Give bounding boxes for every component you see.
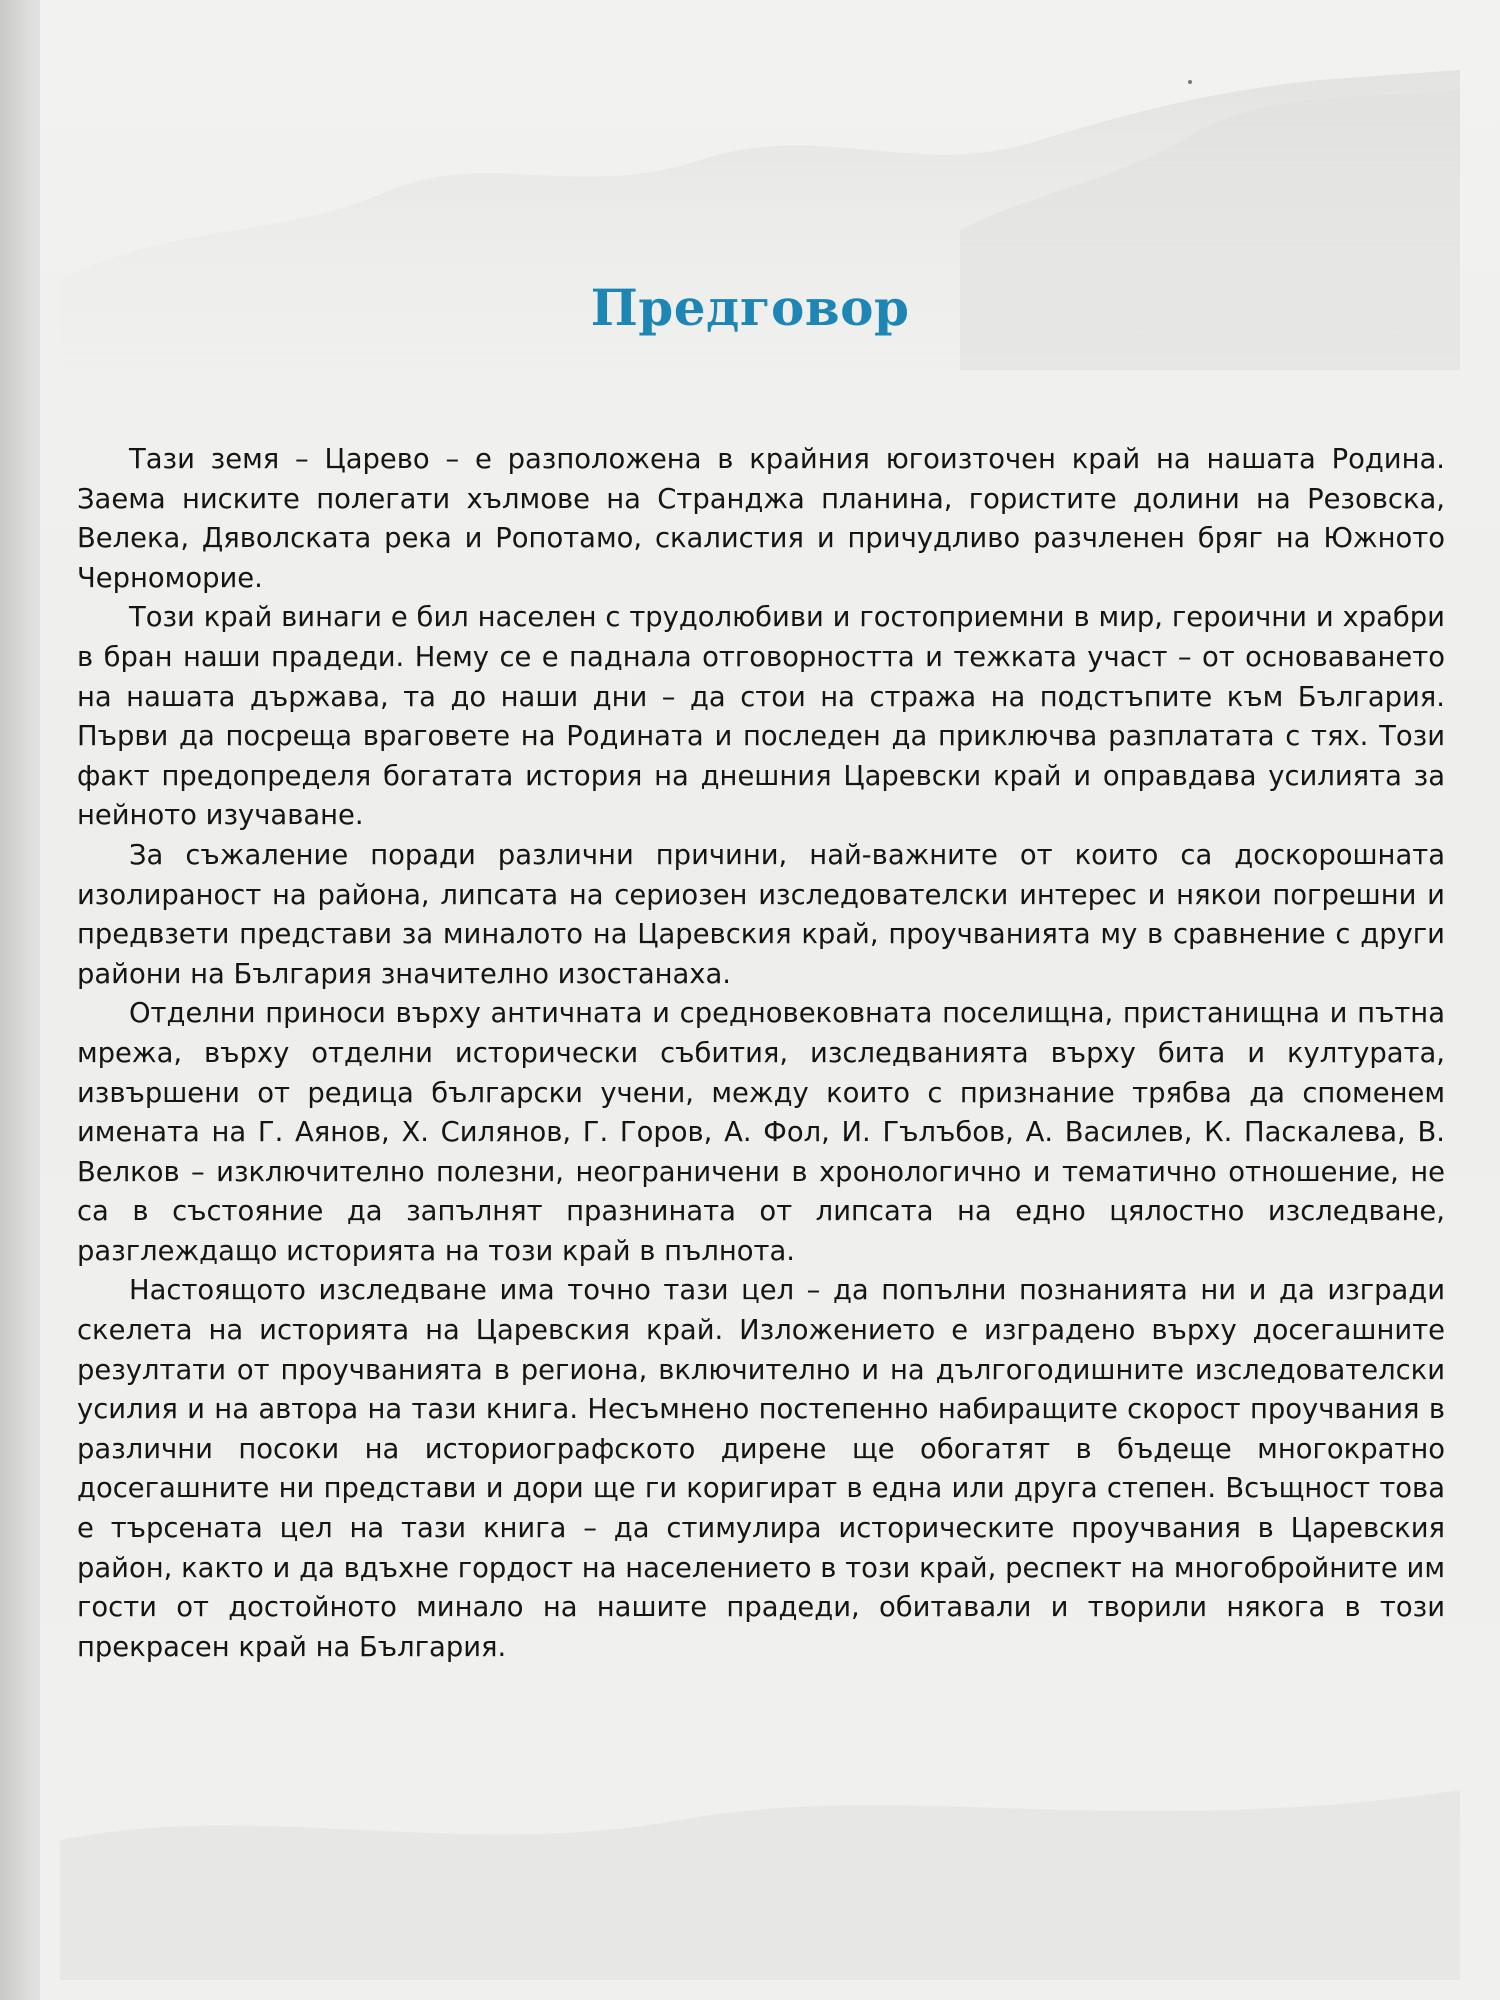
paragraph-1: Тази земя – Царево – е разположена в крайния югоизточен край на нашата Родина. Заема ниските полегати хълмове на Странджа планина, гористите долини на Резовска, Велека, Дяволската река и Ропотамо, скалистия и причудливо разчленен бряг на Южното Черноморие. <box>77 444 1445 594</box>
preface-text <box>77 440 1445 1667</box>
paragraph-3: За съжаление поради различни причини, най-важните от които са доскорошната изолираност на района, липсата на сериозен изследователски интерес и някои погрешни и предвзети представи за миналото на Царевския край, проучванията му в сравнение с други райони на България значително изостанаха. <box>77 839 1445 990</box>
paragraph-5: Настоящото изследване има точно тази цел – да попълни познанията ни и да изгради скелета на историята на Царевския край. Изложението е изградено върху досегашните резултати от проучванията в региона, включително и на дългогодишните изследователски усилия и на автора на тази книга. Несъмнено постепенно набиращите скорост проучвания в различни посоки на историографското дирене ще обогатят в бъдеще многократно досегашните ни представи и дори ще ги коригират в една или друга степен. Всъщност това е търсената цел на тази книга – да стимулира историческите проучвания в Царевския район, както и да вдъхне гордост на населението в този край, респект на многобройните им гости от достойното минало на нашите прадеди, обитавали и творили някога в този прекрасен край на България. <box>77 1275 1445 1663</box>
page-title: Предговор <box>590 278 910 337</box>
dust-speck <box>1188 80 1192 84</box>
faded-lower-background <box>60 1720 1460 1980</box>
paragraph-4: Отделни приноси върху античната и средновековната поселищна, пристанищна и пътна мрежа, върху отделни исторически събития, изследванията върху бита и културата, извършени от редица български учени, между които с признание трябва да споменем имената на Г. Аянов, Х. Силянов, Г. Горов, А. Фол, И. Гълъбов, А. Василев, К. Паскалева, В. Велков – изключително полезни, неограничени в хронологично и тематично отношение, не са в състояние да запълнят празнината от липсата на едно цялостно изследване, разглеждащо историята на този край в пълнота. <box>77 998 1445 1267</box>
paragraph-2: Този край винаги е бил населен с трудолюбиви и гостоприемни в мир, героични и храбри в бран наши прадеди. Нему се е паднала отговорността и тежката участ – от основаването на нашата държава, та до наши дни – да стои на стража на подстъпите към България. Първи да посреща враговете на Родината и последен да приключва разплатата с тях. Този факт предопределя богатата история на днешния Царевски край и оправдава усилията за нейното изучаване. <box>77 602 1445 832</box>
faded-mountain-background <box>60 70 1460 430</box>
